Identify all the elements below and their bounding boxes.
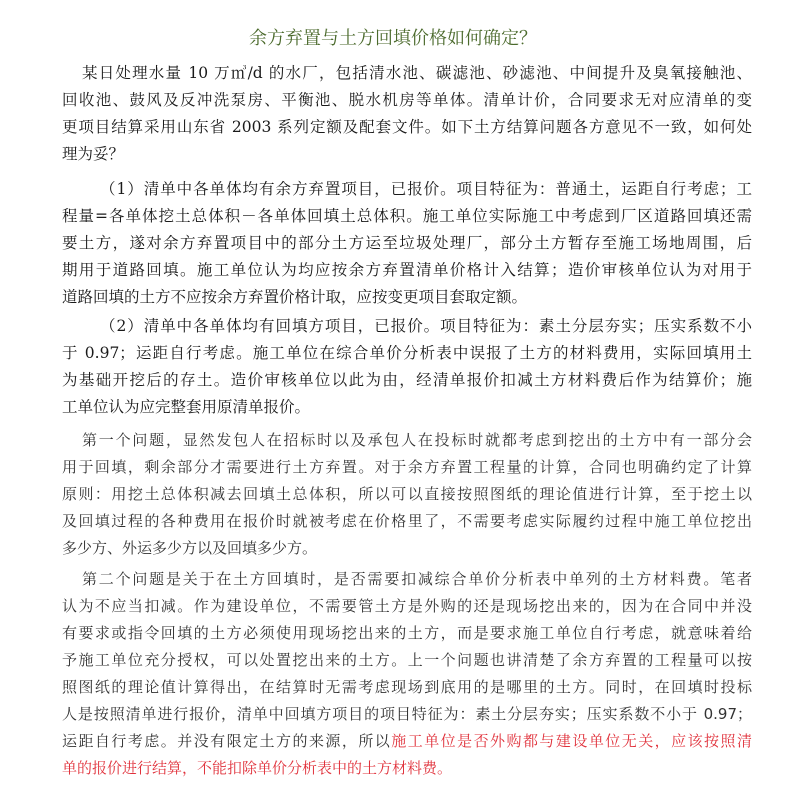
text-line: 要土方，遂对余方弃置项目中的部分土方运至垃圾处理厂，部分土方暂存至施工场地周围，后 (62, 234, 752, 252)
text-line: 理为妥？ (62, 145, 125, 163)
text-line: 用于回填，剩余部分才需要进行土方弃置。对于余方弃置工程量的计算，合同也明确约定了计算 (62, 458, 752, 476)
text-line: 更项目结算采用山东省 2003 系列定额及配套文件。如下土方结算问题各方意见不一致，如何处 (62, 118, 752, 136)
intro-paragraph (62, 60, 752, 168)
text-line: 认为不应当扣减。作为建设单位，不需要管土方是外购的还是现场挖出来的，因为在合同中并没 (62, 597, 752, 615)
answer-2-paragraph (62, 566, 752, 782)
highlighted-conclusion: 单的报价进行结算，不能扣除单价分析表中的土方材料费。 (62, 759, 453, 777)
text-line: 第二个问题是关于在土方回填时，是否需要扣减综合单价分析表中单列的土方材料费。笔者 (82, 570, 752, 588)
highlighted-conclusion: 施工单位是否外购都与建设单位无关，应该按照清 (391, 732, 752, 750)
text-line: 回收池、鼓风及反冲洗泵房、平衡池、脱水机房等单体。清单计价，合同要求无对应清单的变 (62, 91, 752, 109)
question-1-paragraph (62, 176, 752, 311)
text-line: 人是按照清单进行报价，清单中回填方项目的项目特征为：素土分层夯实；压实系数不小于 0.97； (62, 705, 752, 723)
text-line: 道路回填的土方不应按余方弃置价格计取，应按变更项目套取定额。 (62, 288, 528, 306)
text-line: 第一个问题，显然发包人在招标时以及承包人在投标时就都考虑到挖出的土方中有一部分会 (82, 431, 752, 449)
text-line: 工单位认为应完整套用原清单报价。 (62, 398, 311, 416)
text-line: 及回填过程的各种费用在报价时就被考虑在价格里了，不需要考虑实际履约过程中施工单位挖出 (62, 512, 752, 530)
text-line: 有要求或指令回填的土方必须使用现场挖出来的土方，而是要求施工单位自行考虑，就意味着给 (62, 624, 752, 642)
text-line: 原则：用挖土总体积减去回填土总体积，所以可以直接按照图纸的理论值进行计算，至于挖土以 (62, 485, 752, 503)
text-line: 多少方、外运多少方以及回填多少方。 (62, 539, 318, 557)
article-title: 余方弃置与土方回填价格如何确定？ (249, 28, 537, 49)
question-2-paragraph (62, 313, 752, 421)
text-line: 程量=各单体挖土总体积－各单体回填土总体积。施工单位实际施工中考虑到厂区道路回填还需 (62, 207, 752, 225)
text-line: 于 0.97；运距自行考虑。施工单位在综合单价分析表中误报了土方的材料费用，实际回填用土 (62, 344, 752, 362)
text-line: 为基础开挖后的存土。造价审核单位以此为由，经清单报价扣减土方材料费后作为结算价；施 (62, 371, 752, 389)
text-line: 照图纸的理论值计算得出，在结算时无需考虑现场到底用的是哪里的土方。同时，在回填时投标 (62, 678, 752, 696)
text-line: 期用于道路回填。施工单位认为均应按余方弃置清单价格计入结算；造价审核单位认为对用于 (62, 261, 752, 279)
text-line (62, 728, 752, 755)
text-line: （2）清单中各单体均有回填方项目，已报价。项目特征为：素土分层夯实；压实系数不小 (100, 317, 752, 335)
text-line: 某日处理水量 10 万㎥/d 的水厂，包括清水池、碳滤池、砂滤池、中间提升及臭氧接触池、 (82, 64, 752, 82)
text-line: （1）清单中各单体均有余方弃置项目，已报价。项目特征为：普通土，运距自行考虑；工 (100, 180, 752, 198)
text-segment: 运距自行考虑。并没有限定土方的来源，所以 (62, 732, 392, 750)
answer-1-paragraph (62, 427, 752, 562)
text-line: 予施工单位充分授权，可以处置挖出来的土方。上一个问题也讲清楚了余方弃置的工程量可以按 (62, 651, 752, 669)
